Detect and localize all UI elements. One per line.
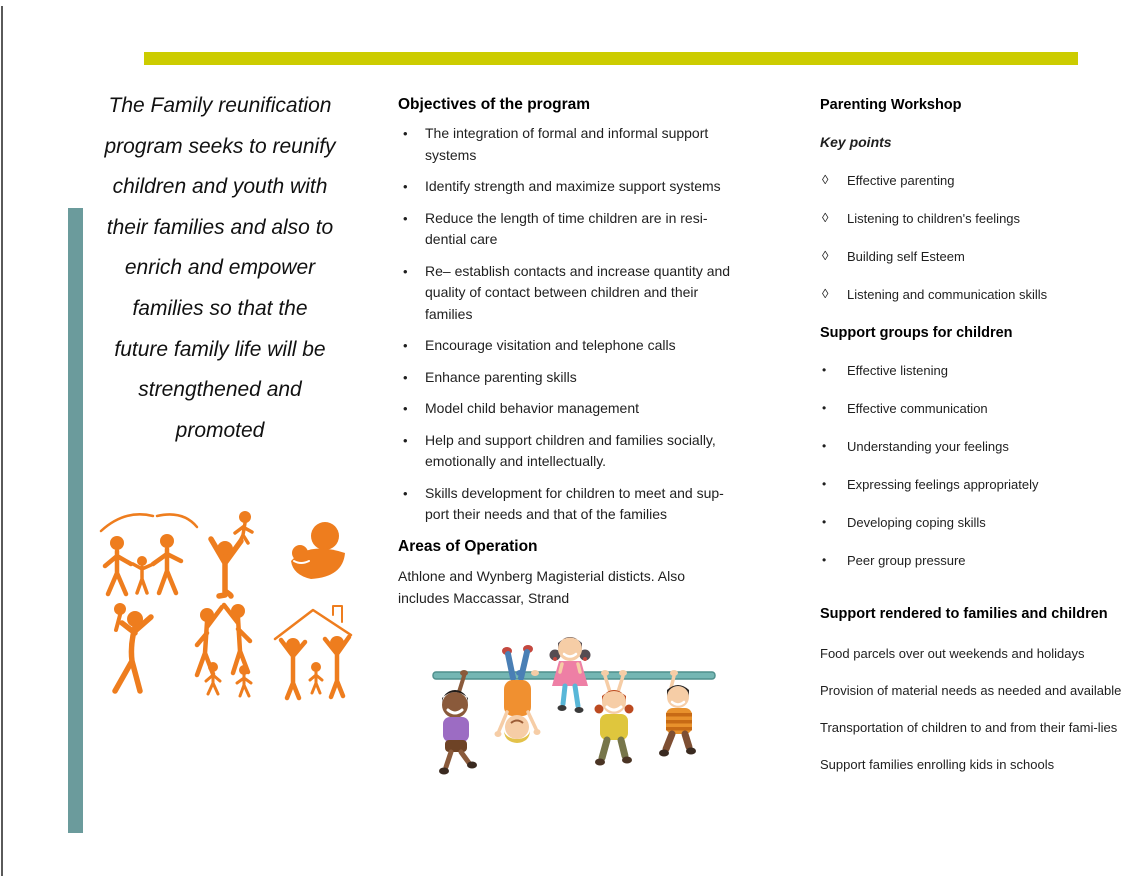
mission-line: future family life will be (114, 337, 326, 361)
bullet-icon: • (822, 439, 827, 453)
key-points-list (820, 172, 1142, 303)
list-item (820, 172, 1142, 189)
bullet-icon: • (403, 263, 408, 279)
left-accent-bar (68, 208, 83, 833)
list-item-text: Effective listening (847, 363, 948, 378)
children-hanging-on-bar-clipart (428, 628, 720, 790)
list-item-text: Developing coping skills (847, 515, 986, 530)
mission-line: enrich and empower (124, 256, 316, 280)
mission-line: their families and also to (106, 215, 334, 239)
areas-heading: Areas of Operation (398, 538, 538, 555)
areas-of-operation-section (398, 538, 750, 609)
mission-line: program seeks to reunify (104, 134, 336, 158)
objectives-heading: Objectives of the program (398, 96, 591, 113)
diamond-bullet-icon: ◊ (822, 172, 829, 187)
bullet-icon: • (403, 210, 408, 226)
key-points-subheading: Key points (820, 134, 892, 150)
mission-statement (84, 86, 356, 451)
list-item (820, 476, 1142, 493)
page-edge-line (1, 6, 3, 876)
list-item (398, 483, 743, 526)
top-accent-bar (144, 52, 1078, 65)
list-item-text: Listening to children's feelings (847, 211, 1021, 226)
objectives-section (398, 96, 750, 536)
list-item (398, 430, 743, 473)
support-rendered-item: Food parcels over out weekends and holidays (820, 646, 1085, 661)
list-item (820, 514, 1142, 531)
list-item-text: Effective parenting (847, 173, 955, 188)
support-groups-list (820, 362, 1142, 569)
mission-line: families so that the (132, 296, 308, 320)
bullet-icon: • (822, 363, 827, 377)
list-item (398, 208, 743, 251)
list-item (398, 398, 743, 420)
bullet-icon: • (403, 338, 408, 353)
list-item-text: Model child behavior management (425, 400, 640, 416)
bullet-icon: • (822, 477, 827, 491)
list-item (398, 176, 743, 198)
list-item-text: Identify strength and maximize support systems (425, 178, 721, 194)
list-item-text: Reduce the length of time children are in resi-dential care (425, 209, 708, 247)
list-item-text: Re– establish contacts and increase quantity and quality of contact between children and their families (425, 262, 731, 322)
support-rendered-item: Transportation of children to and from their fami-lies (820, 720, 1118, 735)
list-item-text: Encourage visitation and telephone calls (425, 337, 676, 353)
diamond-bullet-icon: ◊ (822, 248, 829, 263)
list-item (820, 438, 1142, 455)
bullet-icon: • (403, 179, 408, 194)
bullet-icon: • (403, 485, 408, 501)
list-item (398, 123, 743, 166)
areas-text: Athlone and Wynberg Magisterial disticts. Also includes Maccassar, Strand (398, 568, 686, 606)
diamond-bullet-icon: ◊ (822, 286, 829, 301)
list-item-text: Enhance parenting skills (425, 368, 577, 385)
support-rendered-item: Support families enrolling kids in schools (820, 757, 1055, 772)
list-item (820, 400, 1142, 417)
mission-line: The Family reunification (108, 94, 332, 117)
list-item-text: Peer group pressure (847, 553, 966, 568)
list-item (820, 286, 1142, 303)
list-item (398, 261, 743, 326)
support-groups-heading: Support groups for children (820, 325, 1013, 341)
objectives-list (398, 123, 750, 526)
bullet-icon: • (403, 369, 408, 385)
list-item-text: The integration of formal and informal support systems (425, 125, 709, 163)
bullet-icon: • (822, 401, 827, 415)
list-item-text: Understanding your feelings (847, 439, 1009, 454)
list-item-text: Listening and communication skills (847, 287, 1048, 302)
list-item-text: Expressing feelings appropriately (847, 477, 1039, 492)
list-item-text: Skills development for children to meet and sup-port their needs and that of the families (425, 484, 724, 522)
list-item-text: Effective communication (847, 401, 988, 416)
list-item (398, 335, 743, 357)
right-column (820, 96, 1142, 791)
bullet-icon: • (403, 432, 408, 448)
list-item (820, 210, 1142, 227)
mission-line: promoted (175, 418, 265, 442)
bullet-icon: • (822, 553, 827, 567)
support-rendered-list (820, 643, 1142, 776)
bullet-icon: • (403, 126, 408, 141)
mission-line: strengthened and (138, 378, 302, 402)
list-item (820, 552, 1142, 569)
list-item-text: Building self Esteem (847, 249, 965, 264)
bullet-icon: • (403, 401, 408, 416)
family-figures-clipart (95, 503, 355, 701)
support-rendered-item: Provision of material needs as needed and available (820, 683, 1122, 698)
support-rendered-heading: Support rendered to families and children (820, 606, 1108, 622)
diamond-bullet-icon: ◊ (822, 210, 829, 225)
list-item (398, 367, 743, 389)
parenting-workshop-heading: Parenting Workshop (820, 97, 962, 113)
list-item-text: Help and support children and families socially, emotionally and intellectually. (425, 431, 716, 469)
bullet-icon: • (822, 515, 827, 529)
list-item (820, 362, 1142, 379)
mission-line: children and youth with (112, 175, 328, 199)
list-item (820, 248, 1142, 265)
